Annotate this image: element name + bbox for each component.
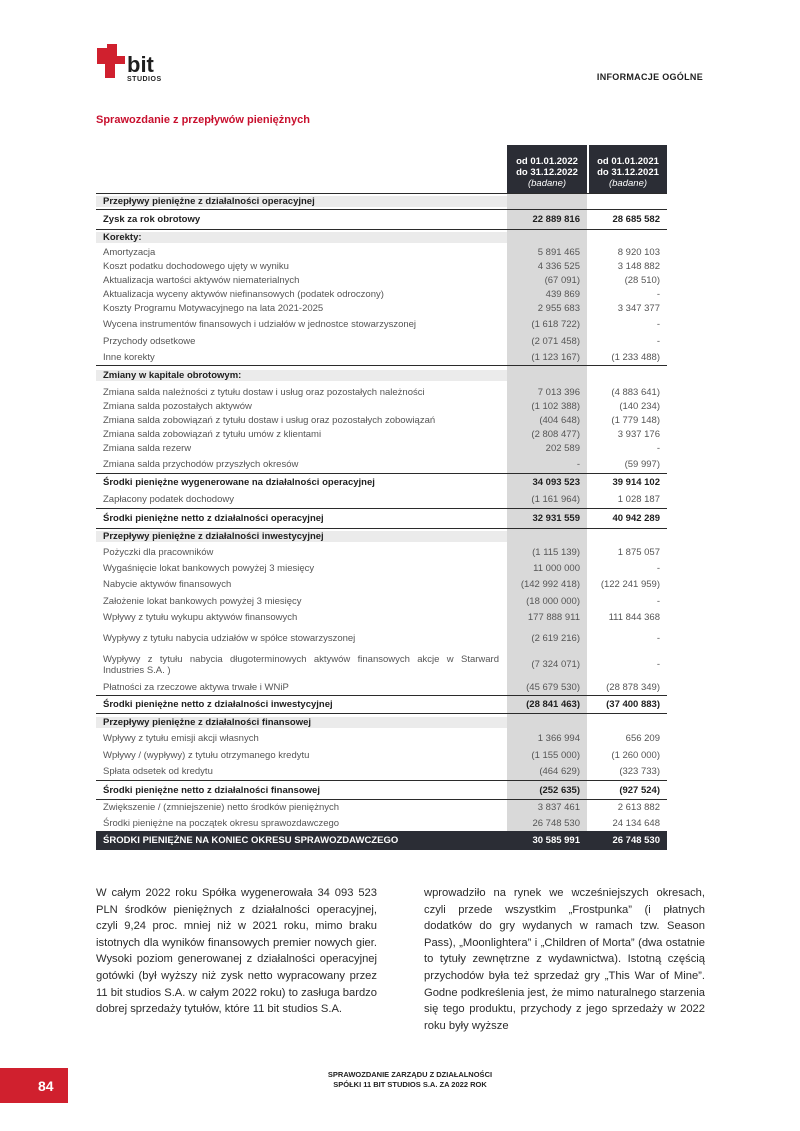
value-2022: 202 589 bbox=[507, 441, 587, 455]
value-2021: (28 510) bbox=[624, 274, 660, 286]
table-row bbox=[96, 490, 667, 508]
table-body bbox=[96, 193, 667, 850]
table-row bbox=[96, 287, 667, 301]
value-2022: (28 841 463) bbox=[507, 696, 587, 713]
section-row bbox=[96, 528, 667, 544]
row-label: Zmiana salda pozostałych aktywów bbox=[103, 400, 252, 412]
section-row bbox=[96, 365, 667, 385]
value-2022: (1 618 722) bbox=[507, 315, 587, 333]
row-label: Nabycie aktywów finansowych bbox=[103, 579, 232, 590]
row-label: Wypływy z tytułu nabycia długoterminowych aktywów finansowych akcje w Starward Industries S.A. ) bbox=[103, 653, 499, 676]
page-number: 84 bbox=[0, 1068, 68, 1103]
footer bbox=[260, 1070, 560, 1090]
total-row bbox=[96, 780, 667, 800]
value-2022 bbox=[507, 366, 587, 385]
value-2022: - bbox=[507, 455, 587, 473]
value-2022: (464 629) bbox=[507, 763, 587, 780]
column-header-2022: od 01.01.2022 do 31.12.2022 (badane) bbox=[507, 145, 587, 193]
value-2021: (1 779 148) bbox=[611, 414, 660, 426]
row-label: Wygaśnięcie lokat bankowych powyżej 3 miesięcy bbox=[103, 562, 315, 574]
table-row bbox=[96, 399, 667, 413]
total-row bbox=[96, 508, 667, 528]
value-2022: 11 000 000 bbox=[507, 560, 587, 576]
row-label: Wycena instrumentów finansowych i udziałów w jednostce stowarzyszonej bbox=[103, 318, 417, 330]
row-label: Płatności za rzeczowe aktywa trwałe i WNiP bbox=[103, 681, 289, 693]
row-label: Środki pieniężne netto z działalności operacyjnej bbox=[103, 513, 324, 524]
value-2022 bbox=[507, 194, 587, 209]
row-label: Koszt podatku dochodowego ujęty w wyniku bbox=[103, 260, 289, 272]
value-2022: (2 071 458) bbox=[507, 333, 587, 349]
value-2021: (59 997) bbox=[624, 458, 660, 470]
footer-line-2: SPÓŁKI 11 BIT STUDIOS S.A. ZA 2022 ROK bbox=[333, 1080, 487, 1089]
value-2022: (2 619 216) bbox=[507, 626, 587, 650]
table-row bbox=[96, 273, 667, 287]
value-2021: 3 347 377 bbox=[617, 302, 660, 314]
row-label: Korekty: bbox=[96, 232, 507, 243]
footer-line-1: SPRAWOZDANIE ZARZĄDU Z DZIAŁALNOŚCI bbox=[327, 1070, 493, 1079]
value-2022: (1 115 139) bbox=[507, 544, 587, 560]
value-2021: - bbox=[656, 335, 660, 347]
row-label: Zmiana salda rezerw bbox=[103, 442, 192, 454]
value-2021 bbox=[589, 366, 667, 385]
row-label: ŚRODKI PIENIĘŻNE NA KONIEC OKRESU SPRAWOZDAWCZEGO bbox=[103, 835, 399, 846]
value-2021: 40 942 289 bbox=[612, 513, 660, 524]
table-row bbox=[96, 544, 667, 560]
value-2021: - bbox=[656, 632, 660, 644]
value-2022: 177 888 911 bbox=[507, 609, 587, 626]
row-label: Wpływy z tytułu emisji akcji własnych bbox=[103, 733, 259, 744]
value-2022: 32 931 559 bbox=[507, 509, 587, 528]
table-header bbox=[96, 145, 667, 193]
row-label: Zmiany w kapitale obrotowym: bbox=[96, 370, 507, 381]
row-label: Zmiana salda należności z tytułu dostaw i usług oraz pozostałych należności bbox=[103, 386, 425, 398]
table-row bbox=[96, 815, 667, 831]
row-label: Wpływy / (wypływy) z tytułu otrzymanego kredytu bbox=[103, 749, 310, 761]
value-2021: 8 920 103 bbox=[617, 246, 660, 258]
value-2022: (404 648) bbox=[507, 413, 587, 427]
value-2022: 30 585 991 bbox=[507, 831, 587, 850]
column-header-2021: od 01.01.2021 do 31.12.2021 (badane) bbox=[589, 145, 667, 193]
row-label: Aktualizacja wyceny aktywów niefinansowych (podatek odroczony) bbox=[103, 288, 384, 300]
table-row bbox=[96, 385, 667, 399]
table-row bbox=[96, 455, 667, 473]
value-2022: 3 837 461 bbox=[507, 800, 587, 815]
table-row bbox=[96, 301, 667, 315]
row-label: Koszty Programu Motywacyjnego na lata 2021-2025 bbox=[103, 302, 324, 314]
value-2021: 1 875 057 bbox=[617, 546, 660, 558]
value-2021: (1 260 000) bbox=[611, 749, 660, 761]
row-label: Założenie lokat bankowych powyżej 3 miesięcy bbox=[103, 595, 302, 607]
value-2021: 24 134 648 bbox=[612, 817, 660, 829]
table-row bbox=[96, 730, 667, 747]
value-2021: 2 613 882 bbox=[617, 802, 660, 813]
value-2021: 39 914 102 bbox=[612, 476, 660, 488]
table-row bbox=[96, 593, 667, 609]
table-row bbox=[96, 315, 667, 333]
value-2021: - bbox=[656, 442, 660, 454]
value-2021: (323 733) bbox=[619, 766, 660, 777]
value-2022: 4 336 525 bbox=[507, 259, 587, 273]
value-2021 bbox=[589, 230, 667, 245]
value-2022: (252 635) bbox=[507, 781, 587, 799]
table-row bbox=[96, 626, 667, 650]
row-label: Wypływy z tytułu nabycia udziałów w spółce stowarzyszonej bbox=[103, 632, 356, 644]
table-row bbox=[96, 259, 667, 273]
value-2022: (1 161 964) bbox=[507, 490, 587, 508]
table-row bbox=[96, 349, 667, 365]
value-2022: (1 155 000) bbox=[507, 747, 587, 763]
value-2021: (4 883 641) bbox=[611, 386, 660, 398]
value-2021: - bbox=[656, 595, 660, 607]
value-2021: (28 878 349) bbox=[606, 681, 660, 693]
svg-text:STUDIOS: STUDIOS bbox=[127, 76, 162, 83]
section-row bbox=[96, 713, 667, 730]
row-label: Zapłacony podatek dochodowy bbox=[103, 493, 234, 505]
table-row bbox=[96, 609, 667, 626]
table-row bbox=[96, 679, 667, 695]
total-row bbox=[96, 831, 667, 850]
value-2022: (1 102 388) bbox=[507, 399, 587, 413]
row-label: Środki pieniężne wygenerowane na działalności operacyjnej bbox=[103, 476, 375, 488]
table-row bbox=[96, 333, 667, 349]
section-row bbox=[96, 229, 667, 245]
value-2021: - bbox=[656, 659, 660, 670]
value-2021: 3 937 176 bbox=[617, 428, 660, 440]
row-label: Przepływy pieniężne z działalności finansowej bbox=[96, 717, 507, 728]
value-2021: 26 748 530 bbox=[612, 835, 660, 846]
value-2022: (2 808 477) bbox=[507, 427, 587, 441]
value-2022: (18 000 000) bbox=[507, 593, 587, 609]
section-label: INFORMACJE OGÓLNE bbox=[596, 72, 703, 82]
row-label: Środki pieniężne netto z działalności finansowej bbox=[103, 784, 320, 796]
value-2021 bbox=[589, 714, 667, 730]
value-2022: (1 123 167) bbox=[507, 349, 587, 365]
value-2022: (142 992 418) bbox=[507, 576, 587, 593]
value-2021: (122 241 959) bbox=[600, 579, 660, 590]
row-label: Aktualizacja wartości aktywów niematerialnych bbox=[103, 274, 300, 286]
svg-text:bit: bit bbox=[127, 52, 154, 77]
total-row bbox=[96, 695, 667, 713]
value-2021: 1 028 187 bbox=[617, 493, 660, 505]
value-2021: (37 400 883) bbox=[606, 699, 660, 710]
table-row bbox=[96, 245, 667, 259]
table-row bbox=[96, 576, 667, 593]
row-label: Zmiana salda zobowiązań z tytułu dostaw i usług oraz pozostałych zobowiązań bbox=[103, 414, 436, 426]
row-label: Wpływy z tytułu wykupu aktywów finansowych bbox=[103, 612, 298, 623]
table-row bbox=[96, 413, 667, 427]
row-label: Zmiana salda zobowiązań z tytułu umów z klientami bbox=[103, 428, 322, 440]
value-2022: 34 093 523 bbox=[507, 474, 587, 490]
value-2021: - bbox=[656, 318, 660, 330]
value-2021: 111 844 368 bbox=[608, 612, 660, 623]
row-label: Zmiana salda przychodów przyszłych okresów bbox=[103, 458, 299, 470]
statement-title: Sprawozdanie z przepływów pieniężnych bbox=[96, 114, 310, 126]
value-2022: 7 013 396 bbox=[507, 385, 587, 399]
row-label: Zysk za rok obrotowy bbox=[103, 214, 201, 225]
value-2021: - bbox=[656, 562, 660, 574]
value-2021: 28 685 582 bbox=[612, 214, 660, 225]
value-2021 bbox=[589, 529, 667, 544]
value-2022: (45 679 530) bbox=[507, 679, 587, 695]
table-row bbox=[96, 763, 667, 780]
table-row bbox=[96, 747, 667, 763]
total-row bbox=[96, 473, 667, 490]
value-2021: (1 233 488) bbox=[611, 351, 660, 363]
value-2022 bbox=[507, 714, 587, 730]
table-row bbox=[96, 427, 667, 441]
value-2022 bbox=[507, 230, 587, 245]
value-2021: 656 209 bbox=[625, 733, 660, 744]
value-2022: 22 889 816 bbox=[507, 210, 587, 229]
value-2022: 26 748 530 bbox=[507, 815, 587, 831]
row-label: Środki pieniężne netto z działalności inwestycyjnej bbox=[103, 699, 333, 710]
row-label: Środki pieniężne na początek okresu sprawozdawczego bbox=[103, 817, 340, 829]
value-2021: - bbox=[656, 288, 660, 300]
table-row bbox=[96, 650, 667, 679]
value-2021: (927 524) bbox=[619, 784, 660, 796]
table-row bbox=[96, 800, 667, 815]
value-2021: 3 148 882 bbox=[617, 260, 660, 272]
row-label: Zwiększenie / (zmniejszenie) netto środków pieniężnych bbox=[103, 802, 340, 813]
value-2022: 2 955 683 bbox=[507, 301, 587, 315]
value-2022: 5 891 465 bbox=[507, 245, 587, 259]
value-2022: (67 091) bbox=[507, 273, 587, 287]
value-2022: 1 366 994 bbox=[507, 730, 587, 747]
value-2022: 439 869 bbox=[507, 287, 587, 301]
row-label: Inne korekty bbox=[103, 351, 155, 363]
row-label: Przepływy pieniężne z działalności operacyjnej bbox=[96, 196, 507, 207]
row-label: Przychody odsetkowe bbox=[103, 335, 196, 347]
row-label: Pożyczki dla pracowników bbox=[103, 546, 214, 558]
body-text-right: wprowadziło na rynek we wcześniejszych okresach, czyli przede wszystkim „Frostpunka” (i płatnych dodatków do gry wydanych w ramach tzw. Season Pass), „Moonlightera” i „Children of Morta” (dwa ostatnie to tytuły zewnętrzne z wydawnictwa). Istotną częścią przychodów była też sprzedaż gry „This War of Mine”. Godne podkreślenia jest, że mimo naturalnego starzenia się tego produktu, przychody z jego sprzedaży w 2022 roku były wyższe bbox=[424, 887, 705, 1032]
value-2021 bbox=[589, 194, 667, 209]
table-row bbox=[96, 560, 667, 576]
body-text-left: W całym 2022 roku Spółka wygenerowała 34 093 523 PLN środków pieniężnych z działalności operacyjnej, czyli 9,24 proc. mniej niż w 2021 roku, mimo braku istotnych dla wyników finansowych premier nowych gier. Wysoki poziom generowanej z działalności operacyjnej gotówki (był wyższy niż zysk netto wypracowany przez 11 bit studios S.A. w całym 2022 roku) to zasługa bardzo dobrej sprzedaży tytułów, które 11 bit studios S.A. bbox=[96, 887, 377, 1016]
value-2022: (7 324 071) bbox=[507, 650, 587, 679]
row-label: Spłata odsetek od kredytu bbox=[103, 766, 213, 777]
value-2022 bbox=[507, 529, 587, 544]
cash-flow-table bbox=[96, 145, 667, 850]
total-row bbox=[96, 209, 667, 229]
row-label: Przepływy pieniężne z działalności inwestycyjnej bbox=[96, 531, 507, 542]
table-row bbox=[96, 441, 667, 455]
company-logo bbox=[95, 42, 175, 86]
value-2021: (140 234) bbox=[619, 400, 660, 412]
section-row bbox=[96, 193, 667, 209]
row-label: Amortyzacja bbox=[103, 246, 156, 258]
